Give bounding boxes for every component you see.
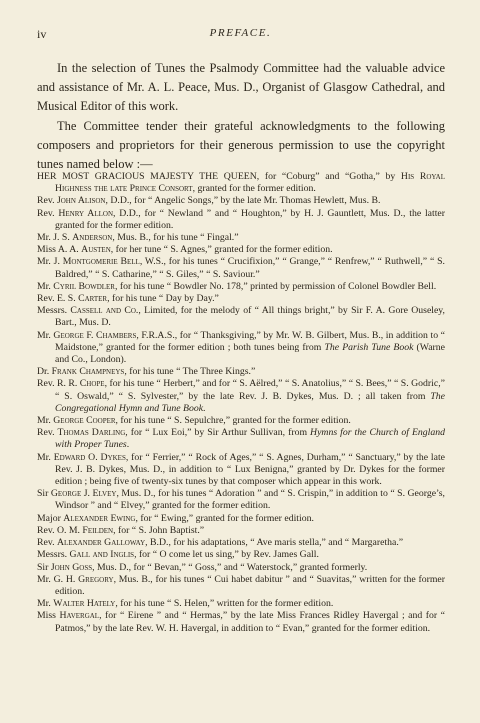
entry-text: Mr. J.: [37, 256, 63, 268]
entry-text: Miss: [37, 610, 60, 622]
contributor-name: Austen: [81, 244, 111, 256]
acknowledgment-entry: [37, 610, 445, 634]
entry-text: , for his tune “ Herbert,” and for “ S. Aëlred,” “ S. Anatolius,” “ S. Bees,” “ S. Godric,” “ S. Oswald,” “ S. Sylvester,” by the late Rev. J. B. Dykes, Mus. D. ; all taken from: [55, 378, 445, 402]
entry-text: , Mus. B., for his tunes “ Cui habet dabitur ” and “ Suavitas,” written for the former edition.: [55, 573, 445, 597]
acknowledgment-entry: [37, 244, 445, 256]
contributor-name: His Royal Highness the late Prince Consort: [55, 171, 445, 195]
acknowledgment-entry: [37, 293, 445, 305]
entry-text: Dr.: [37, 366, 52, 378]
acknowledgment-entry: [37, 208, 445, 232]
entry-text: , B.D., for his adaptations, “ Ave maris stella,” and “ Margaretha.”: [145, 537, 404, 549]
entry-text: Rev.: [37, 537, 57, 549]
entry-text: , for “ Ewing,” granted for the former edition.: [135, 512, 314, 524]
entry-text: Mr.: [37, 451, 54, 463]
entry-text: Sir: [37, 488, 51, 500]
intro-paragraph: In the selection of Tunes the Psalmody Committee had the valuable advice and assistance of Mr. A. L. Peace, Mus. D., Organist of Glasgow Cathedral, and Musical Editor of this work.: [37, 61, 445, 114]
contributor-name: Chope: [79, 378, 105, 390]
entry-text: , for his tune “ Bowdler No. 178,” printed by permission of Colonel Bowdler Bell.: [114, 280, 437, 292]
contributor-name: Cyril Bowdler: [53, 280, 115, 292]
entry-text: Rev.: [37, 427, 58, 439]
entry-text: , F.R.A.S., for “ Thanksgiving,” by Mr. W. B. Gilbert, Mus. B., in addition to “ Maidstone,” granted for the former edition ; both tunes being from: [55, 329, 445, 353]
entry-text: , for his tune “ Day by Day.”: [107, 293, 219, 305]
acknowledgment-entry: [37, 598, 445, 610]
entry-text: Mr. G. H.: [37, 573, 79, 585]
acknowledgment-entry: [37, 562, 445, 574]
page-header: [37, 27, 444, 43]
contributor-name: Gall and Inglis: [69, 549, 135, 561]
entry-text: Major: [37, 512, 64, 524]
acknowledgment-entry: [37, 232, 445, 244]
entry-text: Miss A. A.: [37, 244, 82, 256]
entry-text: , for her tune “ S. Agnes,” granted for the former edition.: [110, 244, 333, 256]
entry-text: Rev.: [37, 195, 57, 207]
contributor-name: Montgomerie Bell: [62, 256, 140, 268]
entry-text: Rev. R. R.: [37, 378, 80, 390]
acknowledgment-entry: [37, 281, 445, 293]
acknowledgment-entry: [37, 256, 445, 280]
entry-text: , Mus. B., for his tune “ Fingal.”: [112, 232, 239, 244]
acknowledgment-entry: [37, 366, 445, 378]
entry-text: Rev. O. M.: [37, 524, 83, 536]
contributor-name: Carter: [78, 293, 108, 305]
acknowledgment-entry: [37, 537, 445, 549]
entry-text: (Warne and Co., London).: [55, 341, 445, 366]
entry-text: HER MOST GRACIOUS MAJESTY THE QUEEN, for “Coburg” and “Gotha,” by: [37, 171, 401, 182]
entry-text: Messrs.: [37, 549, 70, 561]
contributor-name: Havergal: [59, 610, 100, 622]
entry-text: Mr.: [37, 280, 54, 292]
page-number: iv: [37, 27, 47, 41]
entry-text: , D.D., for “ Angelic Songs,” by the late Mr. Thomas Hewlett, Mus. B.: [105, 195, 381, 207]
acknowledgment-entry: [37, 378, 445, 415]
entry-text: , Mus. D., for his tunes “ Adoration ” and “ S. Crispin,” in addition to “ S. George’s, Windsor ” and “ Elvey,” granted for the former edition.: [55, 488, 445, 512]
running-title: PREFACE.: [209, 27, 272, 39]
entry-text: , for “ Ferrier,” “ Rock of Ages,” “ S. Agnes, Durham,” “ Sanctuary,” by the late Rev. J. B. Dykes, Mus. D., in addition to “ Lux Benigna,” granted by Dr. Dykes for the former edition ; being five of twenty-six tunes by that composer which appear in this work.: [55, 451, 445, 488]
contributor-name: Henry Allon: [58, 207, 114, 219]
contributor-name: Cassell and Co.: [70, 305, 139, 317]
contributor-name: Alexander Ewing: [63, 512, 136, 524]
contributor-name: Feilden: [82, 524, 114, 536]
contributor-name: Gregory: [78, 573, 114, 585]
entry-text: Mr.: [37, 415, 54, 427]
contributor-name: Frank Champneys: [51, 366, 125, 378]
entry-text: , for “ O come let us sing,” by Rev. James Gall.: [134, 549, 319, 561]
book-title: The Congregational Hymn and Tune Book: [55, 390, 445, 414]
entry-text: Rev.: [37, 207, 59, 219]
acknowledgment-entry: [37, 195, 445, 207]
acknowledgment-entry: [37, 415, 445, 427]
entry-text: , for his tune “ The Three Kings.”: [124, 366, 256, 378]
contributor-name: Alexander Galloway: [56, 537, 146, 549]
contributor-name: Walter Hately: [53, 598, 116, 610]
entry-text: , Mus. D., for “ Bevan,” “ Goss,” and “ Waterstock,” granted formerly.: [92, 561, 368, 573]
contributor-name: George Cooper: [53, 415, 116, 427]
entry-text: .: [203, 402, 206, 414]
acknowledgment-entry: [37, 525, 445, 537]
entry-text: , Limited, for the melody of “ All things bright,” by Sir F. A. Gore Ouseley, Bart., Mus. D.: [55, 305, 445, 329]
entry-text: .: [126, 439, 130, 451]
contributor-name: George J. Elvey: [50, 488, 117, 500]
entry-text: , for his tune “ S. Helen,” written for the former edition.: [115, 598, 334, 610]
book-title: The Parish Tune Book: [324, 341, 414, 353]
entry-text: Mr.: [37, 598, 54, 610]
entry-text: Mr.: [37, 329, 54, 341]
acknowledgment-entry: [37, 330, 445, 367]
acknowledgment-entry: [37, 427, 445, 451]
acknowledgment-entry: [37, 488, 445, 512]
entry-text: , for “ Eirene ” and “ Hermas,” by the late Miss Frances Ridley Havergal ; and for “ Patmos,” by the late Rev. W. H. Havergal, in addition to “ Evan,” granted for the former edition.: [55, 610, 446, 634]
entry-text: , W.S., for his tunes “ Crucifixion,” “ Grange,” “ Renfrew,” “ Ruthwell,” “ S. Baldred,” “ S. Catharine,” “ S. Giles,” “ S. Saviour.”: [55, 256, 445, 280]
book-title: Hymns for the Church of England with Proper Tunes: [55, 427, 445, 451]
entry-text: Mr. J. S.: [37, 232, 73, 244]
entry-text: Sir: [37, 561, 51, 573]
acknowledgment-entry: [37, 171, 445, 195]
acknowledgment-entry: [37, 452, 445, 489]
contributor-name: Edward O. Dykes: [53, 451, 126, 463]
entry-text: , for his tune “ S. Sepulchre,” granted for the former edition.: [115, 415, 351, 427]
intro-text: [37, 59, 445, 174]
entry-text: Rev. E. S.: [37, 293, 79, 305]
acknowledgment-entry: [37, 574, 445, 598]
intro-paragraph: The Committee tender their grateful acknowledgments to the following composers and proprietors for their generous permission to use the copyright tunes named below :—: [37, 118, 445, 172]
acknowledgments-list: [37, 171, 445, 635]
acknowledgment-entry: [37, 513, 445, 525]
contributor-name: John Alison: [56, 195, 106, 207]
entry-text: , granted for the former edition.: [192, 183, 316, 195]
entry-text: Messrs.: [37, 305, 71, 317]
contributor-name: Anderson: [72, 232, 113, 244]
acknowledgment-entry: [37, 549, 445, 561]
entry-text: , for “ S. John Baptist.”: [113, 524, 205, 536]
contributor-name: John Goss: [50, 561, 93, 573]
entry-text: , for “ Lux Eoi,” by Sir Arthur Sullivan, from: [125, 427, 311, 439]
contributor-name: George F. Chambers: [53, 329, 137, 341]
acknowledgment-entry: [37, 305, 445, 329]
contributor-name: Thomas Darling: [57, 427, 126, 439]
entry-text: , D.D., for “ Newland ” and “ Houghton,” by H. J. Gauntlett, Mus. D., the latter granted for the former edition.: [55, 207, 445, 231]
